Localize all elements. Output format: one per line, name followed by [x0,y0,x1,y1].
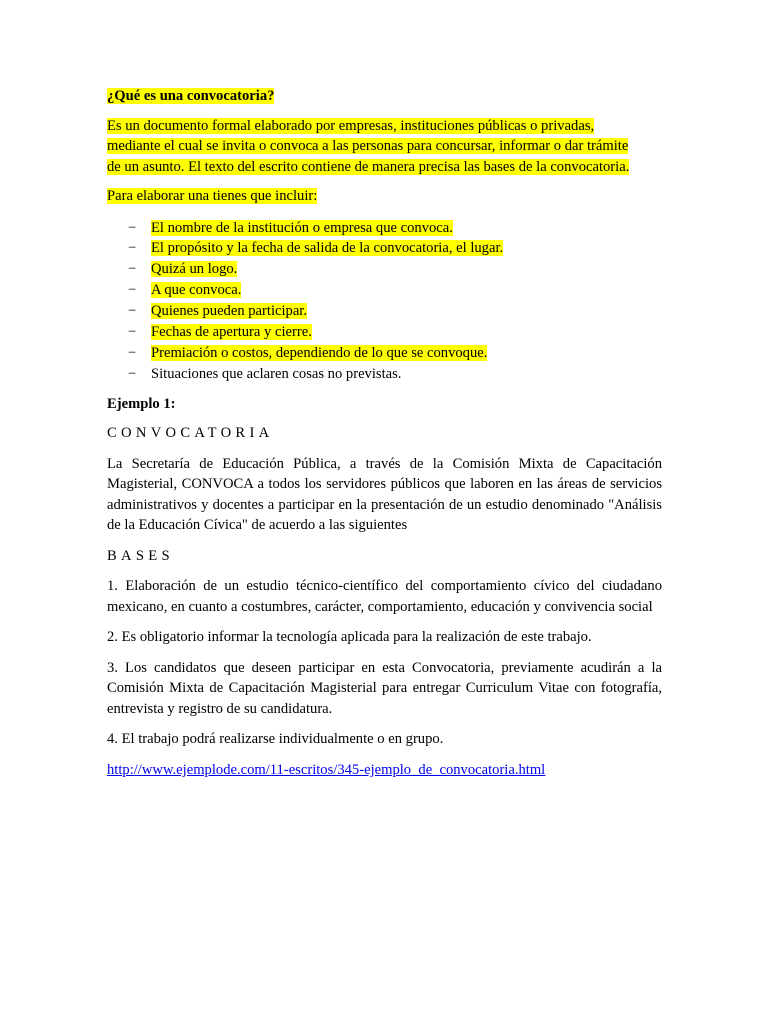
convocatoria-heading: CONVOCATORIA [107,425,274,442]
list-intro [107,186,662,207]
intro-paragraph [107,116,662,178]
dash-icon: − [128,219,137,236]
source-link-paragraph [107,760,662,781]
base-item-2: 2. Es obligatorio informar la tecnología aplicada para la realización de este trabajo. [107,629,592,646]
list-intro-highlight: Para elaborar una tienes que incluir: [107,188,318,204]
base-item-1: 1. Elaboración de un estudio técnico-científico del comportamiento cívico del ciudadano mexicano, en cuanto a costumbres, carácter, comportamiento, educación y convivencia social [107,578,662,615]
list-item-text: El nombre de la institución o empresa que convoca. [151,219,453,236]
list-item-text: A que convoca. [151,282,242,299]
bases-heading: BASES [107,547,174,564]
dash-icon: − [128,261,137,278]
list-item [107,301,662,322]
list-item-text: Situaciones que aclaren cosas no previstas. [151,365,402,382]
dash-icon: − [128,324,137,341]
list-item-text: Premiación o costos, dependiendo de lo que se convoque. [151,344,488,361]
list-item [107,343,662,364]
list-item [107,218,662,239]
dash-icon: − [128,365,137,382]
list-item [107,322,662,343]
requirements-list [107,218,662,385]
intro-line-3: de un asunto. El texto del escrito contiene de manera precisa las bases de la convocatoria. [107,158,630,175]
example-title: Ejemplo 1: [107,395,176,412]
intro-line-2: mediante el cual se invita o convoca a las personas para concursar, informar o dar trámite [107,138,629,154]
dash-icon: − [128,282,137,299]
dash-icon: − [128,344,137,361]
list-item-text: El propósito y la fecha de salida de la convocatoria, el lugar. [151,240,504,257]
list-item [107,364,662,385]
base-item-3: 3. Los candidatos que deseen participar en esta Convocatoria, previamente acudirán a la Comisión Mixta de Capacitación Magisterial para entregar Curriculum Vitae con fotografía, entrevista y registro de su candidatura. [107,659,662,717]
dash-icon: − [128,240,137,257]
dash-icon: − [128,303,137,320]
list-item [107,238,662,259]
question-title [107,86,662,107]
list-item-text: Fechas de apertura y cierre. [151,324,312,341]
list-item [107,280,662,301]
base-item-4: 4. El trabajo podrá realizarse individualmente o en grupo. [107,731,444,748]
document-page [107,86,662,780]
question-title-highlight: ¿Qué es una convocatoria? [107,88,275,104]
list-item-text: Quienes pueden participar. [151,303,308,320]
list-item [107,259,662,280]
source-link[interactable]: http://www.ejemplode.com/11-escritos/345-ejemplo_de_convocatoria.html [107,761,546,778]
list-item-text: Quizá un logo. [151,261,238,278]
convocatoria-body: La Secretaría de Educación Pública, a través de la Comisión Mixta de Capacitación Magisterial, CONVOCA a todos los servidores públicos que laboren en las áreas de servicios administrativos y docentes a participar en la presentación de un estudio denominado "Análisis de la Educación Cívica" de acuerdo a las siguientes [107,455,662,534]
intro-line-1: Es un documento formal elaborado por empresas, instituciones públicas o privadas, [107,117,595,134]
